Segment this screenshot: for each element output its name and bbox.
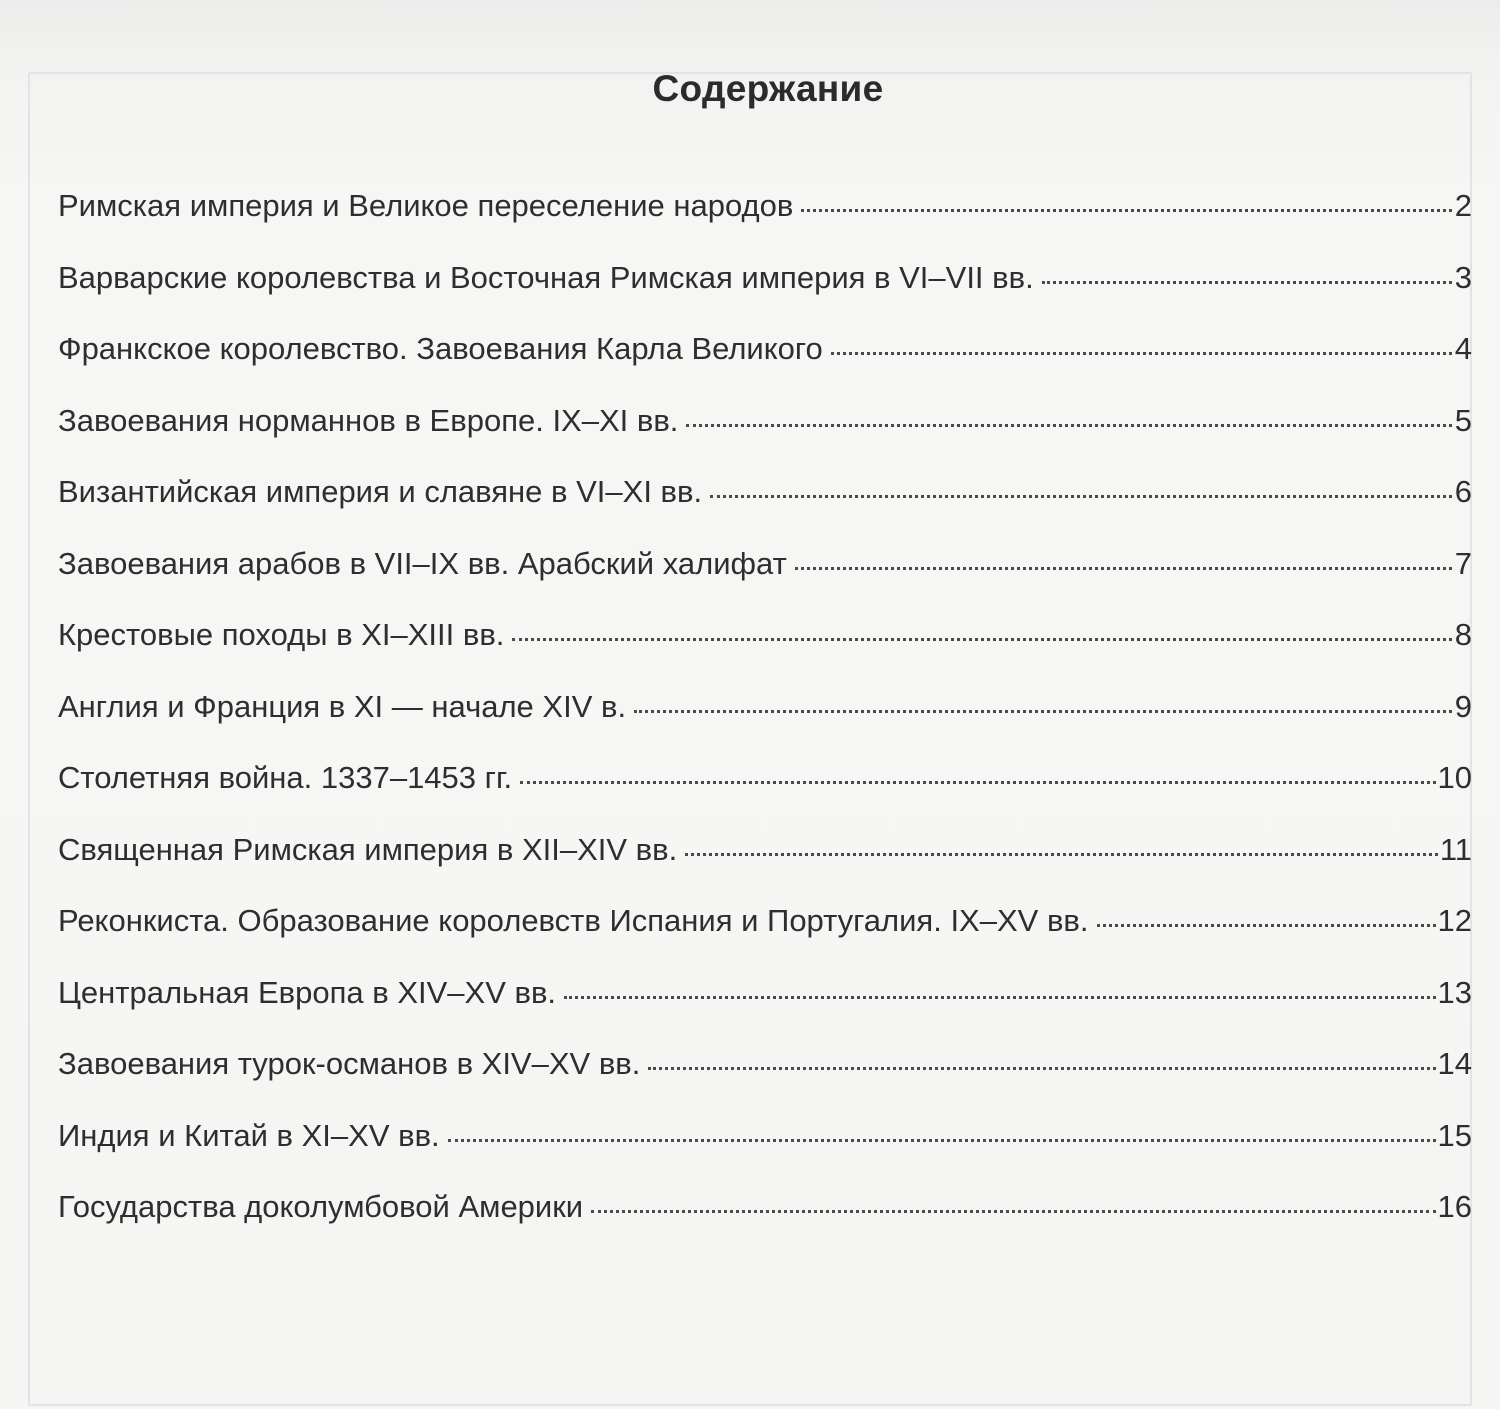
toc-entry [52,820,1472,892]
toc-entry-page: 5 [1454,402,1472,438]
dot-leader [686,424,1452,427]
dot-leader [801,209,1452,212]
toc-entry-title: Реконкиста. Образование королевств Испания и Португалия. IX–XV вв. [58,903,1089,938]
dot-leader [634,710,1452,713]
toc-entry-page: 13 [1437,974,1472,1010]
toc-entry-page: 14 [1437,1046,1472,1081]
toc-entry-title: Завоевания турок-османов в XIV–XV вв. [58,1046,641,1081]
toc-entry-title: Индия и Китай в XI–XV вв. [58,1117,440,1153]
toc-entry [52,391,1472,463]
dot-leader [710,495,1452,498]
toc-entry-title: Византийская империя и славяне в VI–XI вв. [58,474,703,509]
toc-entry-title: Государства доколумбовой Америки [58,1189,584,1224]
toc-entry-page: 10 [1437,760,1472,795]
toc-entry-title: Франкское королевство. Завоевания Карла Великого [58,331,823,366]
page-title: Содержание [652,68,884,109]
toc-entry [52,677,1472,749]
dot-leader [1097,924,1436,927]
toc-entry-page: 7 [1454,545,1472,581]
dot-leader [512,638,1452,641]
toc-entry-title: Центральная Европа в XIV–XV вв. [58,974,557,1010]
dot-leader [831,352,1452,355]
toc-entry [52,534,1472,606]
dot-leader [685,853,1438,856]
toc-entry [52,319,1472,391]
dot-leader [448,1139,1436,1142]
toc-entry-page: 2 [1454,188,1472,223]
toc-entry-page: 9 [1454,688,1472,724]
toc-entry [52,1034,1472,1106]
toc-entry-page: 12 [1437,903,1472,938]
dot-leader [564,996,1435,999]
toc-entry [52,748,1472,820]
toc-entry [52,1106,1472,1178]
toc-entry-page: 15 [1437,1117,1472,1153]
toc-entry [52,1177,1472,1249]
toc-entry-page: 8 [1454,617,1472,652]
toc-entry-title: Варварские королевства и Восточная Римская империя в VI–VII вв. [58,259,1034,295]
toc-entry [52,891,1472,963]
dot-leader [1042,281,1452,284]
toc-entry [52,248,1472,320]
toc-entry-page: 16 [1437,1189,1472,1224]
toc-entry-page: 3 [1454,259,1472,295]
toc-entry-title: Римская империя и Великое переселение народов [58,188,794,223]
toc-entry-title: Священная Римская империя в XII–XIV вв. [58,831,678,867]
toc-entry-title: Крестовые походы в XI–XIII вв. [58,617,505,652]
toc-entry [52,462,1472,534]
toc-entry-title: Завоевания норманнов в Европе. IX–XI вв. [58,402,679,438]
dot-leader [520,781,1435,784]
toc-entry-title: Англия и Франция в XI — начале XIV в. [58,688,627,724]
toc-entry-page: 11 [1439,831,1472,867]
toc-entry-page: 4 [1454,331,1472,366]
table-of-contents [52,176,1472,1249]
dot-leader [648,1067,1435,1070]
toc-entry [52,963,1472,1035]
dot-leader [591,1210,1435,1213]
dot-leader [795,567,1452,570]
toc-entry [52,605,1472,677]
toc-entry-title: Завоевания арабов в VII–IX вв. Арабский халифат [58,545,787,581]
toc-entry [52,176,1472,248]
toc-entry-page: 6 [1454,474,1472,509]
toc-entry-title: Столетняя война. 1337–1453 гг. [58,760,513,795]
